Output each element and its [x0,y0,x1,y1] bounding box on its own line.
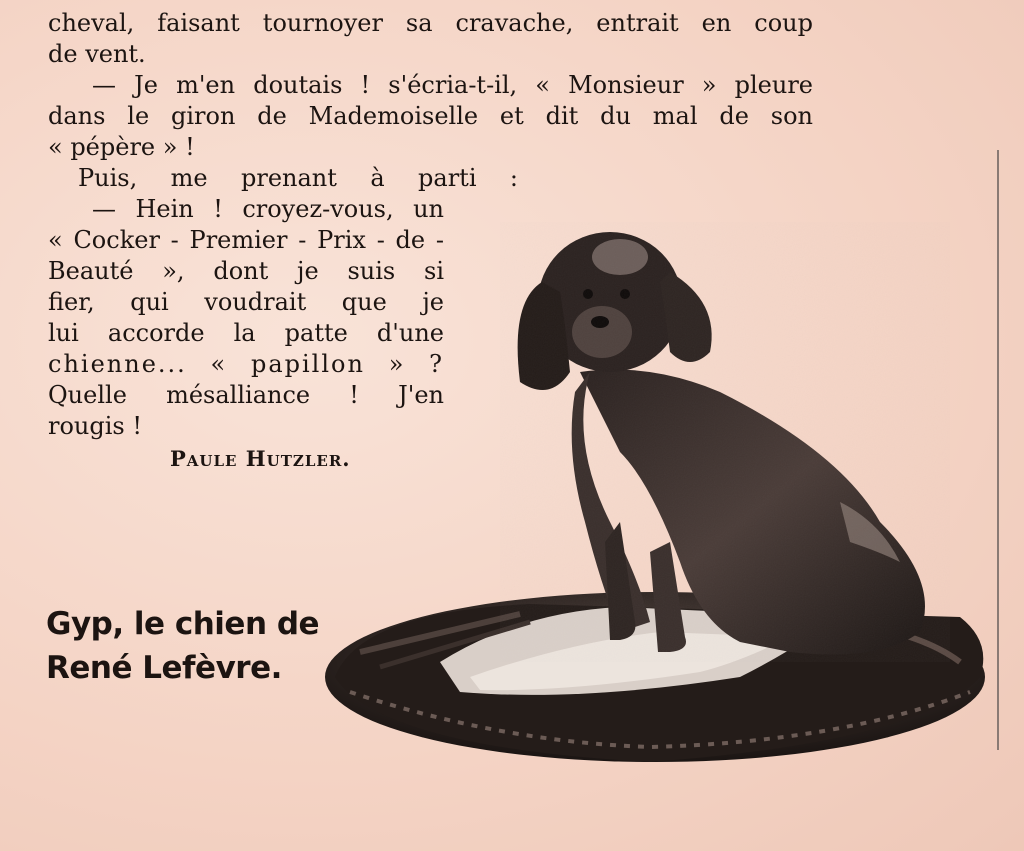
text-line-1: cheval, faisant tournoyer sa cravache, entrait en coup [48,9,813,37]
text-line-10: fier, qui voudrait que je [48,288,444,316]
text-line-14: rougis ! [48,412,143,440]
dog-photo [320,222,1000,782]
text-line-4: dans le giron de Mademoiselle et dit du mal de son [48,102,813,130]
text-line-13: Quelle mésalliance ! J'en [48,381,444,409]
text-line-12: chienne... « papillon » ? [48,350,444,378]
author-signature: Paule Hutzler. [170,446,351,471]
text-line-9: Beauté », dont je suis si [48,257,444,285]
text-line-6: Puis, me prenant à parti : [78,164,518,192]
photo-caption-line-2: René Lefèvre. [46,650,282,686]
text-line-2: de vent. [48,40,146,68]
text-line-5: « pépère » ! [48,133,195,161]
photo-caption-line-1: Gyp, le chien de [46,606,320,642]
text-line-11: lui accorde la patte d'une [48,319,444,347]
text-line-8: « Cocker - Premier - Prix - de - [48,226,444,254]
text-line-7: — Hein ! croyez-vous, un [92,195,444,223]
text-line-3: — Je m'en doutais ! s'écria-t-il, « Monsieur » pleure [92,71,813,99]
dog [500,222,950,662]
